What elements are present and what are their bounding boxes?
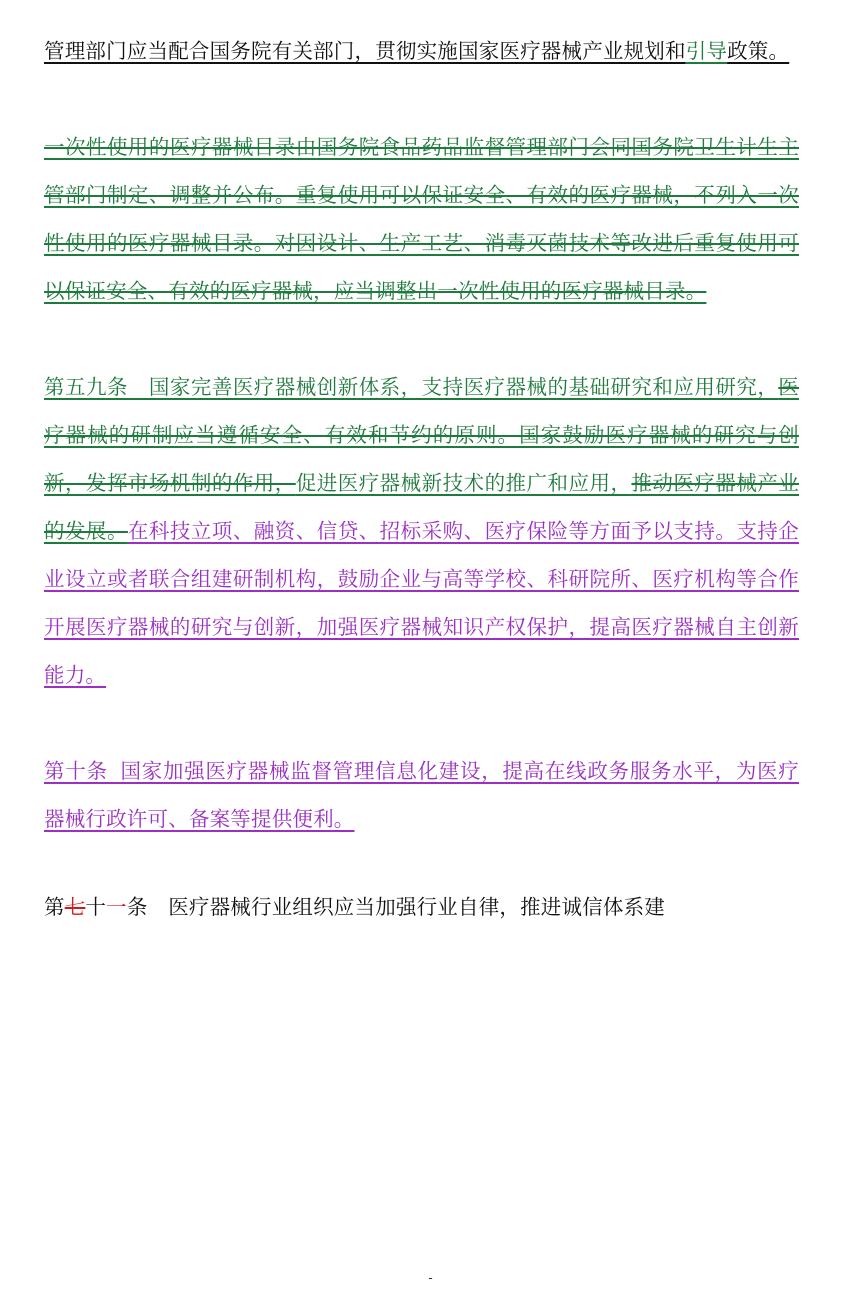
paragraph-spacer <box>44 76 799 124</box>
paragraph-spacer <box>44 844 799 884</box>
paragraph-4-article-ten <box>44 748 799 844</box>
paragraph-3-article-nine <box>44 364 799 700</box>
page-footer-mark: - <box>428 1270 433 1285</box>
text-run: 推动医疗器械产业的发展。 <box>44 472 799 543</box>
text-run-deleted: 七 <box>64 896 86 919</box>
paragraph-5-article-eleven <box>44 884 799 932</box>
paragraph-spacer <box>44 700 799 748</box>
text-run: 在科技立项、融资、信贷、招标采购、医疗保险等方面予以支持。支持企业设立或者联合组建研制机构，鼓励企业与高等学校、科研院所、医疗机构等合作开展医疗器械的研究与创新，加强医疗器械知识产权保护，提高医疗器械自主创新能力。 <box>44 520 799 687</box>
text-run: 条 医疗器械行业组织应当加强行业自律，推进诚信体系建 <box>126 896 666 919</box>
text-run: 促进医疗器械新技术的推广和应用， <box>295 472 632 495</box>
paragraph-spacer <box>44 316 799 364</box>
text-run: 十 <box>85 896 107 919</box>
paragraph-2-deleted <box>44 124 799 316</box>
text-run-inserted: 一 <box>106 896 127 919</box>
text-run: 第十条 国家加强医疗器械监督管理信息化建设，提高在线政务服务水平，为医疗器械行政许可、备案等提供便利。 <box>44 760 799 831</box>
text-run: 管理部门应当配合国务院有关部门，贯彻实施国家医疗器械产业规划和 <box>44 40 686 63</box>
text-run: 一次性使用的医疗器械目录由国务院食品药品监督管理部门会同国务院卫生计生主管部门制定、调整并公布。重复使用可以保证安全、有效的医疗器械，不列入一次性使用的医疗器械目录。对因设计、生产工艺、消毒灭菌技术等改进后重复使用可以保证安全、有效的医疗器械，应当调整出一次性使用的医疗器械目录。 <box>44 136 799 303</box>
text-run: 医疗器械的研制应当遵循安全、有效和节约的原则。国家鼓励医疗器械的研究与创新，发挥市场机制的作用， <box>44 376 799 495</box>
text-run: 第五九条 国家完善医疗器械创新体系，支持医疗器械的基础研究和应用研究， <box>44 376 779 399</box>
paragraph-1 <box>44 28 799 76</box>
text-run: 第 <box>44 896 65 919</box>
text-run: 引导 <box>685 40 728 63</box>
text-run: 政策。 <box>727 40 790 63</box>
